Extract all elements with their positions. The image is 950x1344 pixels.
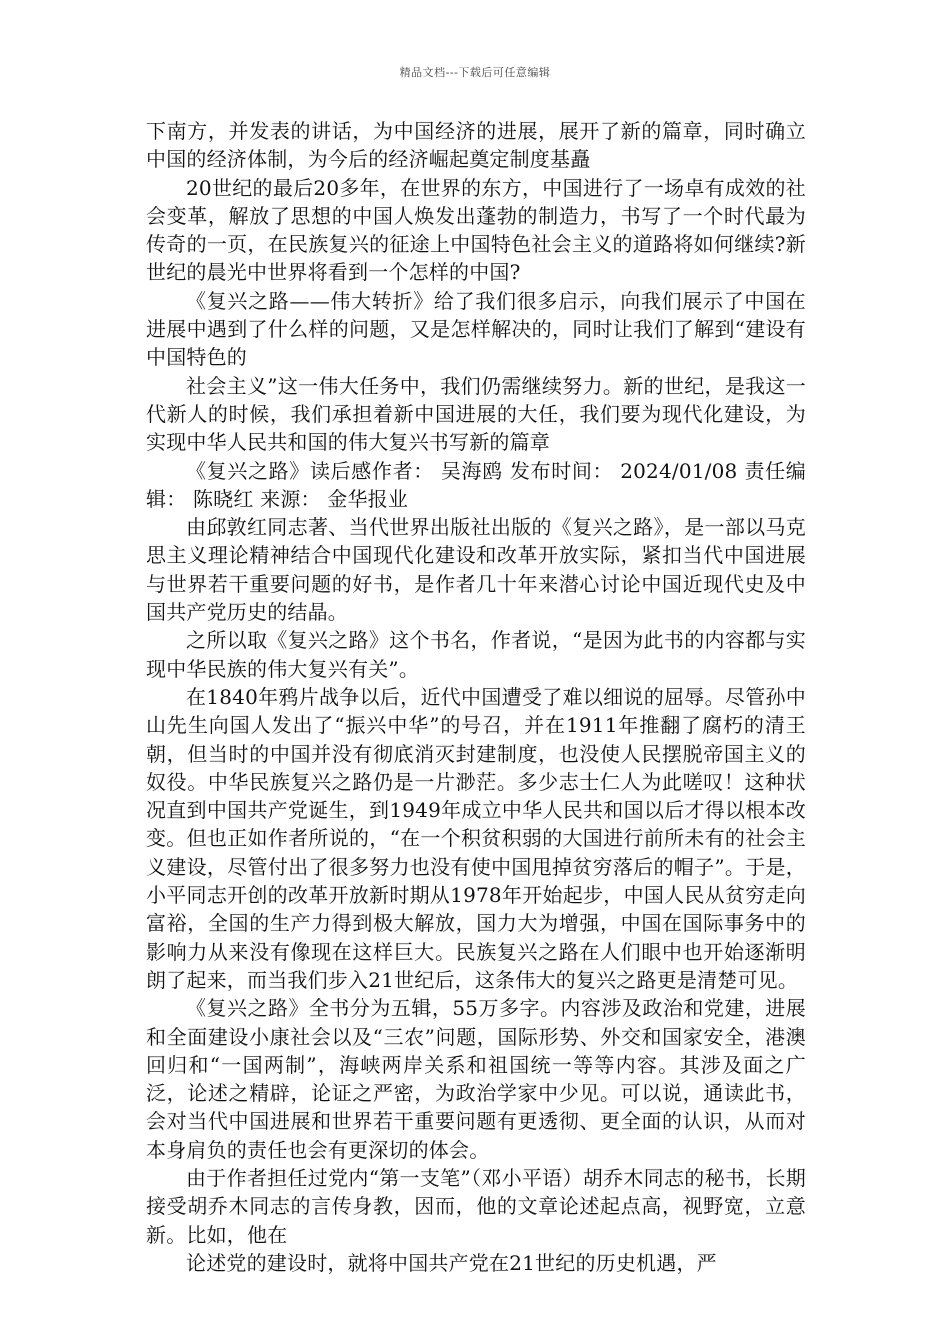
paragraph-10: 由于作者担任过党内“第一支笔”（邓小平语）胡乔木同志的秘书，长期接受胡乔木同志的言传身教，因而，他的文章论述起点高，视野宽，立意新。比如，他在 — [146, 1165, 806, 1247]
page-header: 精品文档---下载后可任意编辑 — [399, 66, 551, 79]
paragraph-4: 社会主义”这一伟大任务中，我们仍需继续努力。新的世纪，是我这一代新人的时候，我们承担着新中国进展的大任，我们要为现代化建设，为实现中华人民共和国的伟大复兴书写新的篇章 — [146, 373, 806, 455]
document-body — [146, 117, 806, 1277]
paragraph-11: 论述党的建设时，就将中国共产党在21世纪的历史机遇，严 — [186, 1250, 717, 1275]
paragraph-2: 20世纪的最后20多年，在世界的东方，中国进行了一场卓有成效的社会变革，解放了思想的中国人焕发出蓬勃的制造力，书写了一个时代最为传奇的一页，在民族复兴的征途上中国特色社会主义的道路将如何继续?新世纪的晨光中世界将看到一个怎样的中国? — [146, 175, 806, 285]
paragraph-1: 下南方，并发表的讲话，为中国经济的进展，展开了新的篇章，同时确立中国的经济体制，为今后的经济崛起奠定制度基矗 — [146, 119, 806, 172]
paragraph-3: 《复兴之路——伟大转折》给了我们很多启示，向我们展示了中国在进展中遇到了什么样的问题，又是怎样解决的，同时让我们了解到“建设有中国特色的 — [146, 288, 806, 370]
paragraph-8: 在1840年鸦片战争以后，近代中国遭受了难以细说的屈辱。尽管孙中山先生向国人发出了“振兴中华”的号召，并在1911年推翻了腐朽的清王朝，但当时的中国并没有彻底消灭封建制度，也没使人民摆脱帝国主义的奴役。中华民族复兴之路仍是一片渺茫。多少志士仁人为此嗟叹！这种状况直到中国共产党诞生，到1949年成立中华人民共和国以后才得以根本改变。但也正如作者所说的，“在一个积贫积弱的大国进行前所未有的社会主义建设，尽管付出了很多努力也没有使中国甩掉贫穷落后的帽子”。于是，小平同志开创的改革开放新时期从1978年开始起步，中国人民从贫穷走向富裕，全国的生产力得到极大解放，国力大为增强，中国在国际事务中的影响力从来没有像现在这样巨大。民族复兴之路在人们眼中也开始逐渐明朗了起来，而当我们步入21世纪后，这条伟大的复兴之路更是清楚可见。 — [146, 684, 806, 992]
paragraph-9: 《复兴之路》全书分为五辑，55万多字。内容涉及政治和党建，进展和全面建设小康社会以及“三农”问题，国际形势、外交和国家安全，港澳回归和“一国两制”，海峡两岸关系和祖国统一等等内容。其涉及面之广泛，论述之精辟，论证之严密，为政治学家中少见。可以说，通读此书，会对当代中国进展和世界若干重要问题有更透彻、更全面的认识，从而对本身肩负的责任也会有更深切的体会。 — [146, 996, 806, 1162]
paragraph-6: 由邱敦红同志著、当代世界出版社出版的《复兴之路》，是一部以马克思主义理论精神结合中国现代化建设和改革开放实际，紧扣当代中国进展与世界若干重要问题的好书，是作者几十年来潜心讨论中国近现代史及中国共产党历史的结晶。 — [146, 515, 806, 625]
article-byline: 《复兴之路》读后感作者： 吴海鸥 发布时间： 2024/01/08 责任编辑： 陈晓红 来源： 金华报业 — [146, 458, 806, 511]
paragraph-7: 之所以取《复兴之路》这个书名，作者说，“是因为此书的内容都与实现中华民族的伟大复兴有关”。 — [146, 628, 806, 681]
